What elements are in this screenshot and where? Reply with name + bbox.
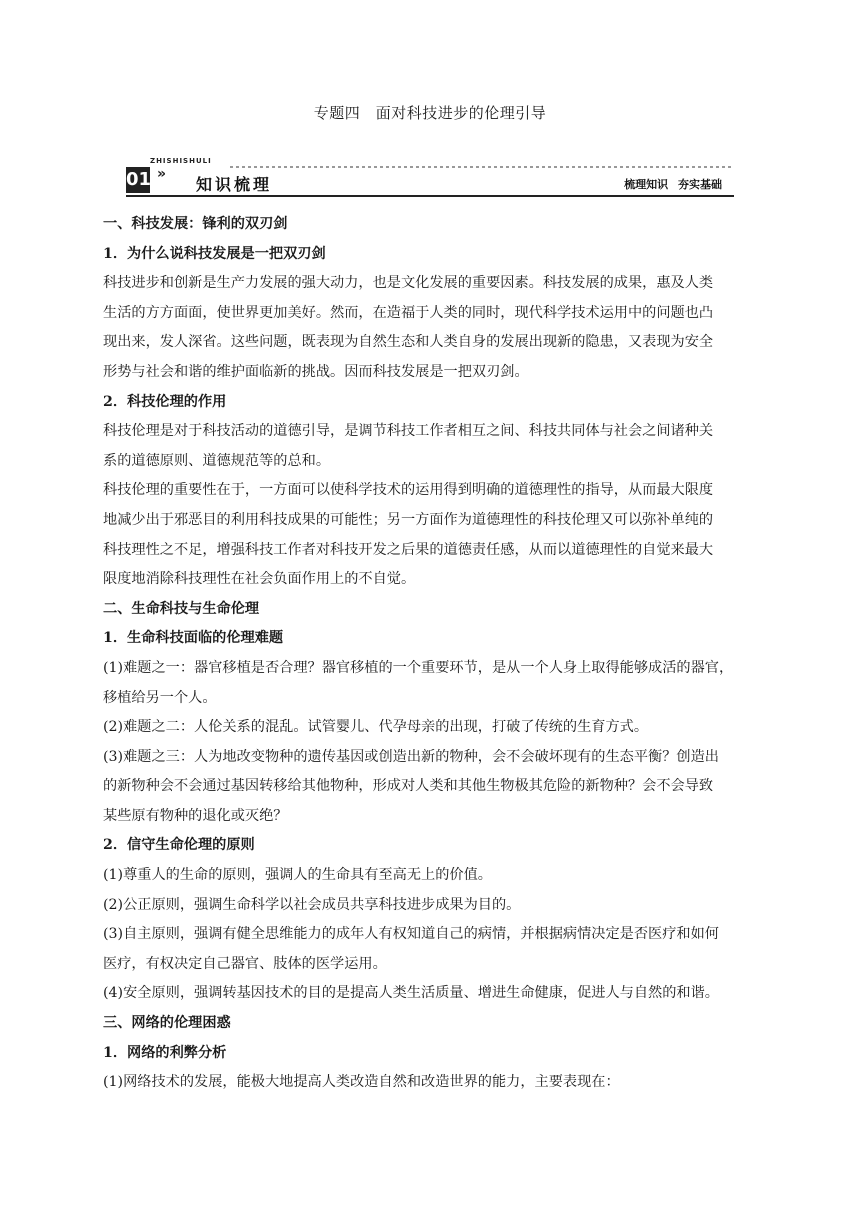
paragraph-line: (3)难题之三：人为地改变物种的遗传基因或创造出新的物种，会不会破坏现有的生态平衡？创造出 <box>103 748 719 765</box>
section-heading: 三、网络的伦理困惑 <box>103 1015 231 1032</box>
banner-code: ZHISHISHULI <box>150 157 212 165</box>
paragraph-line: (1)网络技术的发展，能极大地提高人类改造自然和改造世界的能力，主要表现在： <box>103 1074 620 1091</box>
document-body <box>103 210 763 1098</box>
paragraph-line: 科技进步和创新是生产力发展的强大动力，也是文化发展的重要因素。科技发展的成果，惠及人类 <box>103 275 714 292</box>
paragraph-line: 的新物种会不会通过基因转移给其他物种，形成对人类和其他生物极其危险的新物种？会不会导致 <box>103 778 714 795</box>
paragraph-line: 科技伦理的重要性在于，一方面可以使科学技术的运用得到明确的道德理性的指导，从而最大限度 <box>103 482 714 499</box>
section-heading: 一、科技发展：锋利的双刃剑 <box>103 216 288 232</box>
page-title: 专题四 面对科技进步的伦理引导 <box>313 104 547 122</box>
banner-subtitle: 梳理知识 夯实基础 <box>624 178 722 191</box>
section-heading: 1．为什么说科技发展是一把双刃剑 <box>103 245 326 262</box>
paragraph-line: 形势与社会和谐的维护面临新的挑战。因而科技发展是一把双刃剑。 <box>103 363 529 380</box>
paragraph-line: (2)难题之二：人伦关系的混乱。试管婴儿、代孕母亲的出现，打破了传统的生育方式。 <box>103 719 649 736</box>
paragraph-line: (1)尊重人的生命的原则，强调人的生命具有至高无上的价值。 <box>103 867 492 884</box>
paragraph-line: 系的道德原则、道德规范等的总和。 <box>103 452 331 469</box>
paragraph-line: 地减少出于邪恶目的利用科技成果的可能性；另一方面作为道德理性的科技伦理又可以弥补单纯的 <box>103 511 714 528</box>
paragraph-line: (1)难题之一：器官移植是否合理？器官移植的一个重要环节，是从一个人身上取得能够成活的器官， <box>103 659 734 676</box>
section-banner <box>126 150 736 198</box>
paragraph-line: 限度地消除科技理性在社会负面作用上的不自觉。 <box>103 571 416 588</box>
section-heading: 1．网络的利弊分析 <box>103 1044 227 1061</box>
paragraph-line: 科技伦理是对于科技活动的道德引导，是调节科技工作者相互之间、科技共同体与社会之间诸种关 <box>103 423 714 440</box>
paragraph-line: 生活的方方面面，使世界更加美好。然而，在造福于人类的同时，现代科学技术运用中的问题也凸 <box>103 304 714 321</box>
paragraph-line: 某些原有物种的退化或灭绝？ <box>103 807 288 824</box>
paragraph-line: 移植给另一个人。 <box>103 689 217 706</box>
section-heading: 2．信守生命伦理的原则 <box>103 837 255 854</box>
section-heading: 2．科技伦理的作用 <box>103 393 227 410</box>
paragraph-line: 医疗，有权决定自己器官、肢体的医学运用。 <box>103 955 387 972</box>
chevron-right-icon: » <box>157 166 167 182</box>
banner-number: 01 <box>126 167 150 193</box>
section-heading: 二、生命科技与生命伦理 <box>103 600 260 617</box>
banner-title: 知识梳理 <box>196 175 273 194</box>
paragraph-line: (4)安全原则，强调转基因技术的目的是提高人类生活质量、增进生命健康，促进人与自然的和谐。 <box>103 985 719 1002</box>
paragraph-line: 科技理性之不足，增强科技工作者对科技开发之后果的道德责任感，从而以道德理性的自觉来最大 <box>103 541 714 558</box>
paragraph-line: (2)公正原则，强调生命科学以社会成员共享科技进步成果为目的。 <box>103 896 521 913</box>
paragraph-line: (3)自主原则，强调有健全思维能力的成年人有权知道自己的病情，并根据病情决定是否医疗和如何 <box>103 926 719 943</box>
section-heading: 1．生命科技面临的伦理难题 <box>103 630 284 647</box>
paragraph-line: 现出来，发人深省。这些问题，既表现为自然生态和人类自身的发展出现新的隐患，又表现为安全 <box>103 334 714 351</box>
